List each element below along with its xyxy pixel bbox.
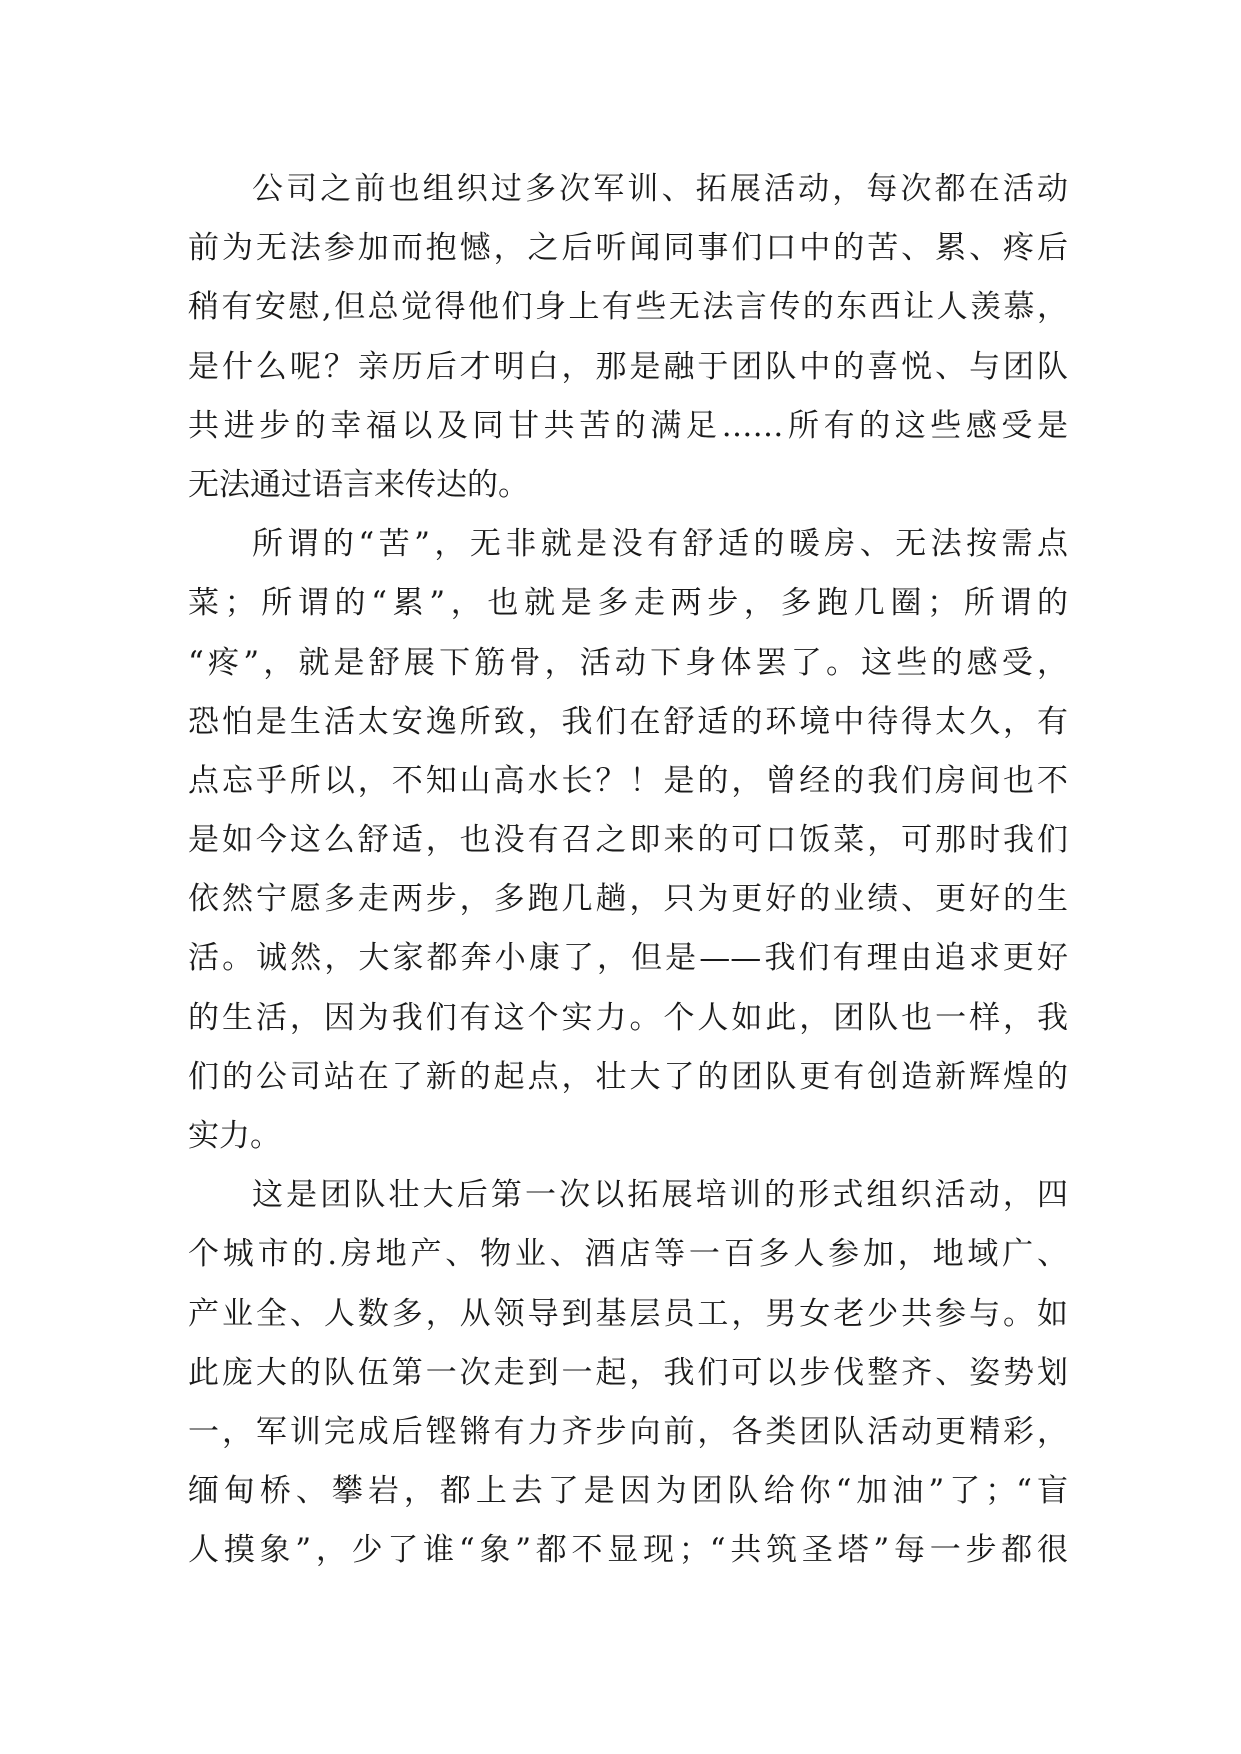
paragraph-2-line-1: 所谓的“苦”，无非就是没有舒适的暖房、无法按需点 [252,526,1068,563]
paragraph-2-line-10: 们的公司站在了新的起点，壮大了的团队更有创造新辉煌的 [188,1058,1068,1095]
paragraph-2-line-5: 点忘乎所以，不知山高水长？！是的，曾经的我们房间也不 [188,762,1068,799]
paragraph-3-line-1: 这是团队壮大后第一次以拓展培训的形式组织活动，四 [252,1177,1068,1214]
paragraph-3-line-5: 一，军训完成后铿锵有力齐步向前，各类团队活动更精彩， [188,1413,1068,1450]
paragraph-2-line-7: 依然宁愿多走两步，多跑几趟，只为更好的业绩、更好的生 [188,881,1068,918]
paragraph-3-line-2: 个城市的.房地产、物业、酒店等一百多人参加，地域广、 [188,1236,1068,1273]
paragraph-2-line-3: “疼”，就是舒展下筋骨，活动下身体罢了。这些的感受， [188,644,1068,681]
paragraph-2-line-9: 的生活，因为我们有这个实力。个人如此，团队也一样，我 [188,999,1068,1036]
paragraph-1-line-1: 公司之前也组织过多次军训、拓展活动，每次都在活动 [252,171,1068,207]
paragraph-2-line-2: 菜；所谓的“累”，也就是多走两步，多跑几圈；所谓的 [188,585,1068,622]
paragraph-2-line-4: 恐怕是生活太安逸所致，我们在舒适的环境中待得太久，有 [188,703,1068,740]
paragraph-1-line-4: 是什么呢？亲历后才明白，那是融于团队中的喜悦、与团队 [188,348,1068,385]
paragraph-1-line-2: 前为无法参加而抱憾，之后听闻同事们口中的苦、累、疼后 [188,230,1068,267]
paragraph-3-line-3: 产业全、人数多，从领导到基层员工，男女老少共参与。如 [188,1295,1068,1332]
paragraph-3-line-4: 此庞大的队伍第一次走到一起，我们可以步伐整齐、姿势划 [188,1354,1068,1391]
paragraph-2-line-6: 是如今这么舒适，也没有召之即来的可口饭菜，可那时我们 [188,822,1068,859]
paragraph-2-line-11: 实力。 [188,1118,281,1154]
body-text [188,160,1068,1581]
paragraph-1-line-6: 无法通过语言来传达的。 [188,466,529,503]
paragraph-2-line-8: 活。诚然，大家都奔小康了，但是——我们有理由追求更好 [188,940,1068,977]
paragraph-3-line-7: 人摸象”，少了谁“象”都不显现；“共筑圣塔”每一步都很 [188,1532,1068,1569]
paragraph-1-line-5: 共进步的幸福以及同甘共苦的满足……所有的这些感受是 [188,407,1068,444]
paragraph-3-line-6: 缅甸桥、攀岩，都上去了是因为团队给你“加油”了；“盲 [188,1473,1068,1510]
paragraph-1-line-3: 稍有安慰,但总觉得他们身上有些无法言传的东西让人羡慕， [188,289,1068,326]
